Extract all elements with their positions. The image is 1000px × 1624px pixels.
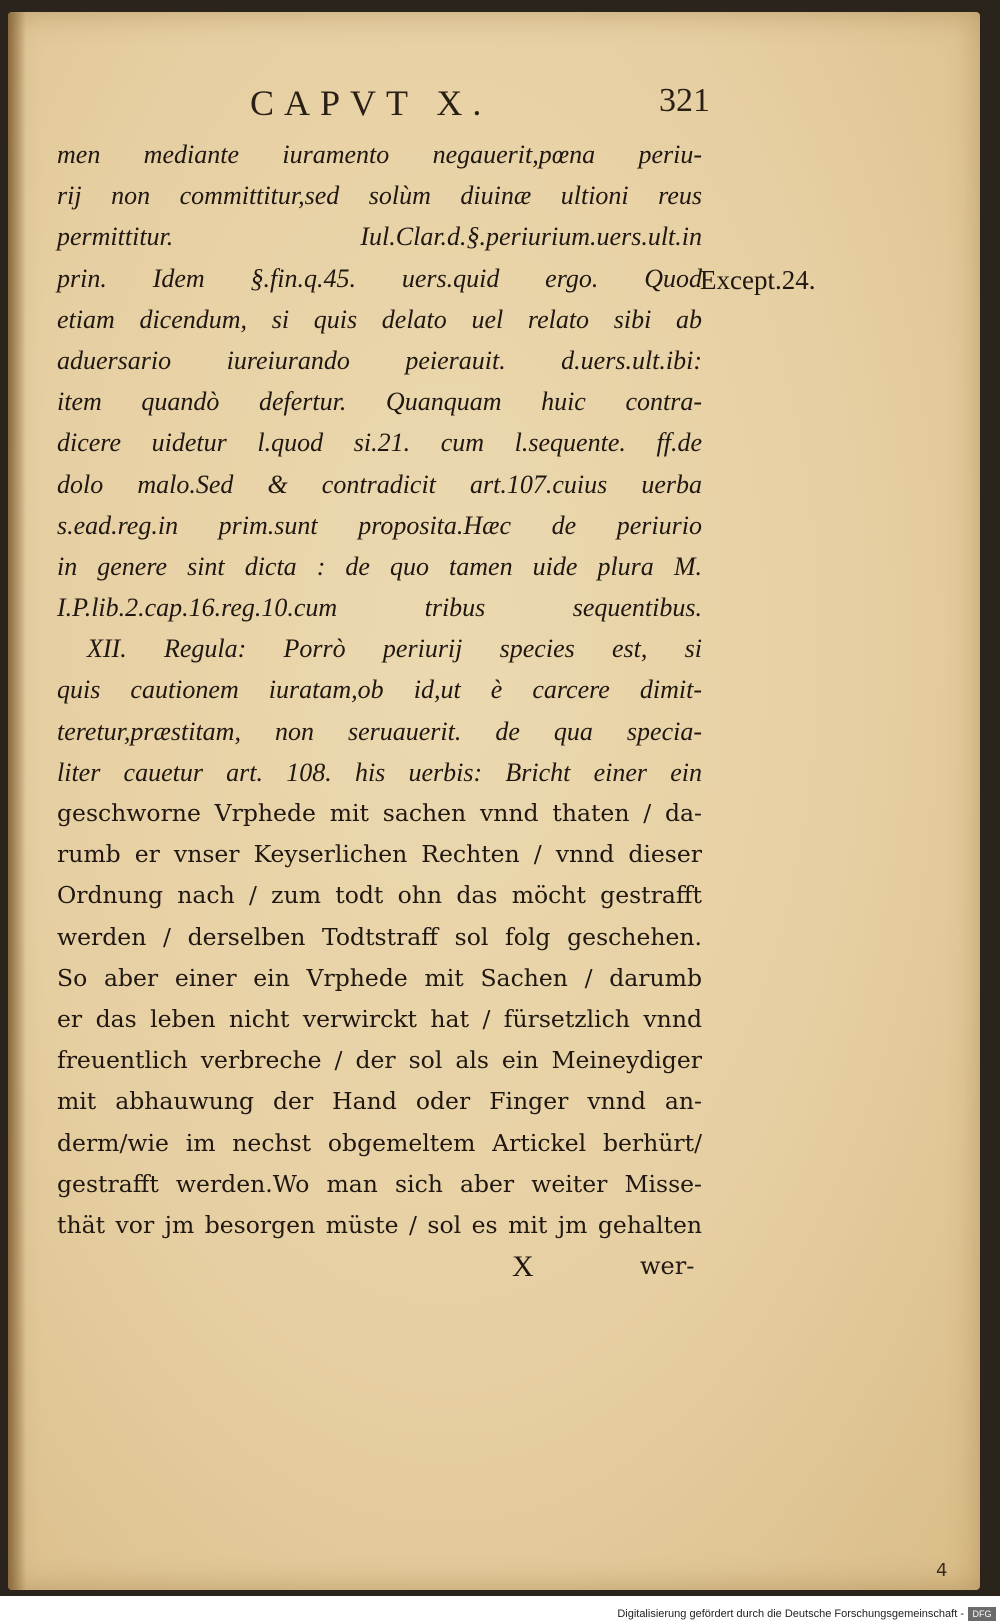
text-line: rij non committitur,sed solùm diuinæ ultioni reus [57, 181, 702, 211]
text-line: freuentlich verbreche / der sol als ein Meineydiger [57, 1046, 702, 1075]
corner-mark: 4 [936, 1560, 948, 1581]
text-line: quis cautionem iuratam,ob id,ut è carcere dimit- [57, 675, 702, 705]
text-line: in genere sint dicta : de quo tamen uide plura M. [57, 551, 702, 581]
text-line: gestrafft werden.Wo man sich aber weiter Misse- [57, 1169, 702, 1198]
text-line: I.P.lib.2.cap.16.reg.10.cum tribus sequentibus. [57, 593, 702, 623]
catchword: wer- [640, 1252, 695, 1280]
text-line: liter cauetur art. 108. his uerbis: Bricht einer ein [57, 757, 702, 787]
dfg-logo: DFG [968, 1607, 996, 1621]
text-line: XII. Regula: Porrò periurij species est, si [87, 634, 702, 664]
text-line: s.ead.reg.in prim.sunt proposita.Hæc de periurio [57, 510, 702, 540]
text-line: thät vor jm besorgen müste / sol es mit jm gehalten [57, 1210, 702, 1239]
text-line: werden / derselben Todtstraff sol folg geschehen. [57, 922, 702, 951]
running-header [250, 82, 710, 132]
text-line: derm/wie im nechst obgemeltem Artickel berhürt/ [57, 1128, 702, 1157]
text-line: geschworne Vrphede mit sachen vnnd thaten / da- [57, 799, 702, 827]
text-line: item quandò defertur. Quanquam huic contra- [57, 387, 702, 417]
text-line: er das leben nicht verwirckt hat / fürsetzlich vnnd [57, 1004, 702, 1033]
running-head-title: CAPVT X. [250, 83, 492, 123]
signature-mark: X [512, 1250, 534, 1283]
page-spine-shadow [8, 12, 26, 1590]
text-line: prin. Idem §.fin.q.45. uers.quid ergo. Quod [57, 263, 702, 293]
text-line: Ordnung nach / zum todt ohn das möcht gestrafft [57, 881, 702, 910]
text-line: permittitur. Iul.Clar.d.§.periurium.uers.ult.in [57, 222, 702, 252]
text-line: aduersario iureiurando peierauit. d.uers.ult.ibi: [57, 345, 702, 375]
text-line: rumb er vnser Keyserlichen Rechten / vnnd dieser [57, 840, 702, 869]
text-line: etiam dicendum, si quis delato uel relato sibi ab [57, 304, 702, 334]
text-line: dolo malo.Sed & contradicit art.107.cuius uerba [57, 469, 702, 499]
footer-credit: Digitalisierung gefördert durch die Deutsche Forschungsgemeinschaft - [617, 1608, 964, 1620]
body-text [57, 134, 702, 1246]
text-line: men mediante iuramento negauerit,pœna periu- [57, 140, 702, 169]
text-line: mit abhauwung der Hand oder Finger vnnd an- [57, 1087, 702, 1116]
text-line: dicere uidetur l.quod si.21. cum l.sequente. ff.de [57, 428, 702, 458]
margin-note: Except.24. [700, 265, 816, 295]
text-line: teretur,præstitam, non seruauerit. de qua specia- [57, 716, 702, 746]
text-line: So aber einer ein Vrphede mit Sachen / darumb [57, 963, 702, 992]
page-number: 321 [659, 82, 710, 119]
